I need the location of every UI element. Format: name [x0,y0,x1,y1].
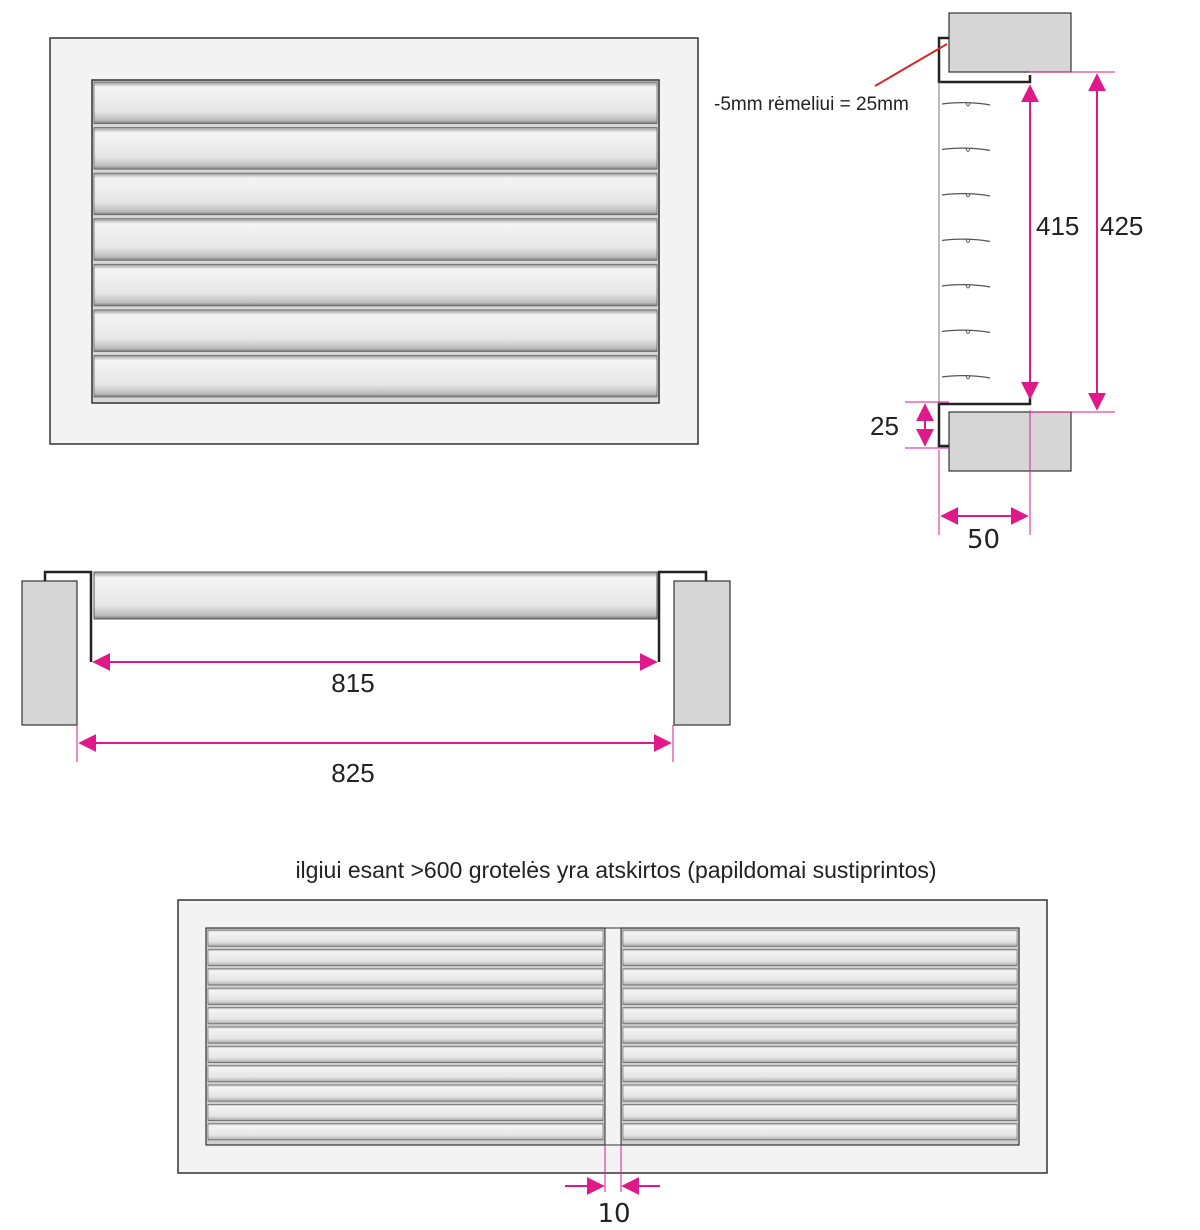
dim-label-10: 10 [597,1199,631,1229]
wide-slat [623,969,1017,985]
wide-slat [623,1124,1017,1140]
front-slat [94,82,657,124]
dim-label-825: 825 [331,758,375,788]
front-view-grille [50,38,698,444]
wide-slat [623,930,1017,946]
wide-slat [623,949,1017,965]
front-slat [94,173,657,215]
wide-grille-caption: ilgiui esant >600 grotelės yra atskirtos (papildomai sustiprintos) [295,857,937,883]
wide-slat [208,1066,603,1082]
wide-slat [208,1008,603,1024]
front-slats [94,82,657,397]
front-slat [94,219,657,261]
top-view-slat [94,572,657,619]
wide-slat [623,1046,1017,1062]
side-section-view [714,13,1143,555]
side-louver-hook [966,194,970,197]
side-louver-hook [966,285,970,288]
front-slat [94,310,657,352]
front-slat [94,128,657,170]
side-louver-hook [966,240,970,243]
dim-label-415: 415 [1036,211,1080,241]
front-slat [94,355,657,397]
wide-slat [208,930,603,946]
wide-slat [623,988,1017,1004]
side-louver-hook [966,149,970,152]
side-louver-hook [966,103,970,106]
side-louver-hook [966,331,970,334]
wide-slat [208,1124,603,1140]
frame-note: -5mm rėmeliui = 25mm [714,94,909,115]
wide-slat [623,1085,1017,1101]
wide-slat [623,1066,1017,1082]
front-slat [94,264,657,306]
wide-slat [208,1027,603,1043]
note-leader-line [875,44,947,86]
wide-slat [208,1046,603,1062]
wall-block-left [22,581,77,725]
dim-label-50: 50 [967,525,1001,555]
wide-slat [208,969,603,985]
dim-label-425: 425 [1100,211,1144,241]
wall-block-right [674,581,730,725]
wide-slat [623,1027,1017,1043]
wide-slat [208,988,603,1004]
wide-slat [623,1104,1017,1120]
side-louver-hook [966,376,970,379]
wide-slat [208,949,603,965]
side-louvers [942,103,990,379]
dim-label-815: 815 [331,668,375,698]
wide-divider-bar [605,928,621,1145]
wall-block-bottom [949,412,1071,471]
wide-grille-view [178,857,1047,1229]
wide-slat [623,1008,1017,1024]
wall-block-top [949,13,1071,72]
dim-label-25: 25 [870,411,899,441]
top-plan-view [22,572,730,788]
wide-slat [208,1104,603,1120]
wide-slat [208,1085,603,1101]
